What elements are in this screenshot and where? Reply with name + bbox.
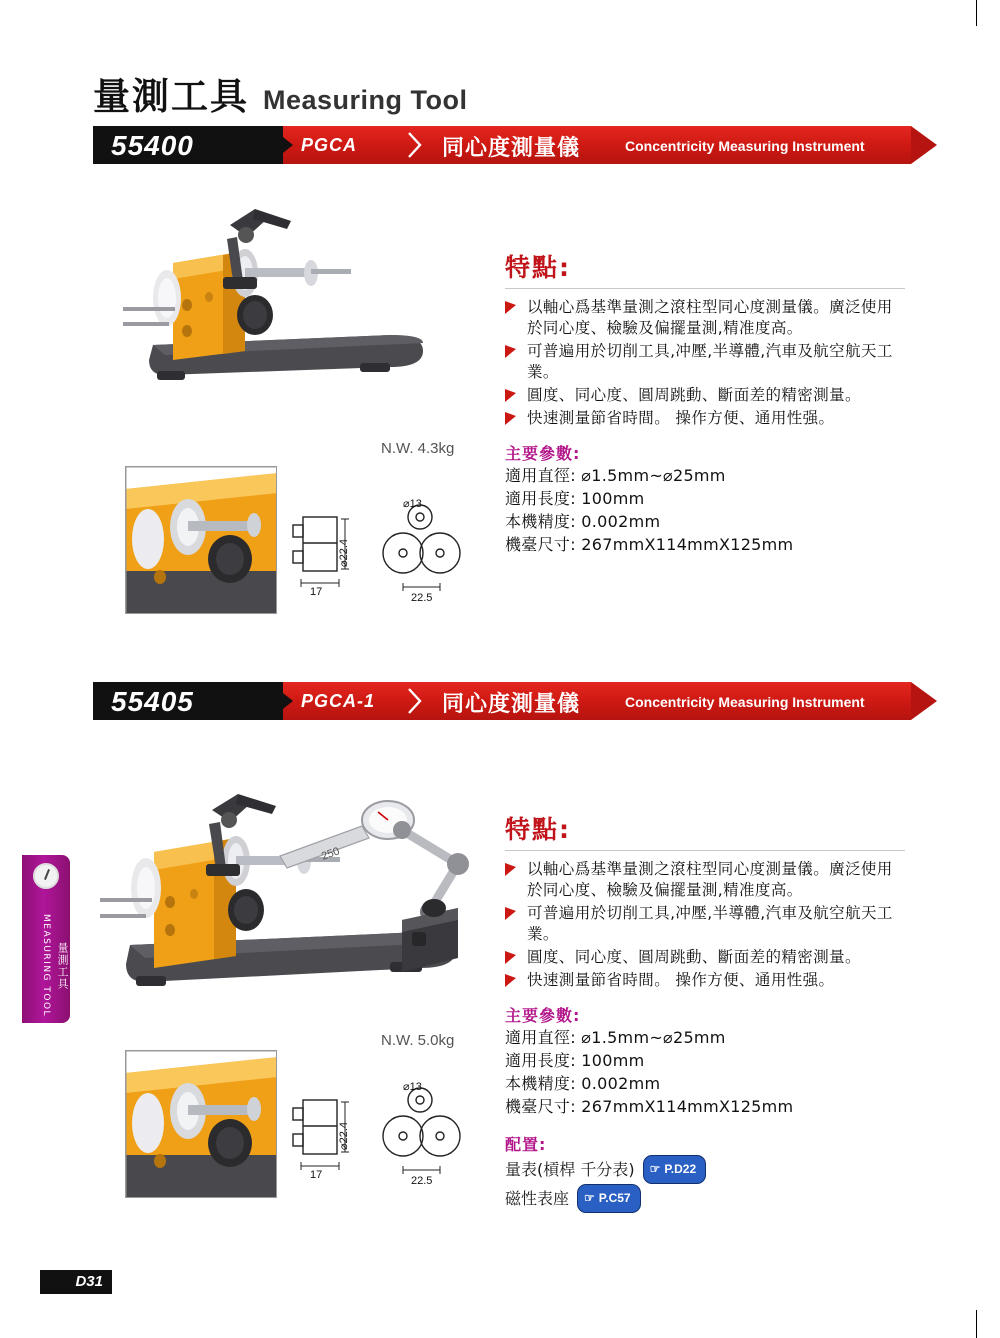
page-reference-link[interactable] <box>577 1184 641 1213</box>
product-code: 55405 <box>111 686 194 717</box>
bullet-triangle-icon <box>505 907 516 920</box>
banner-tail <box>911 682 937 720</box>
features-block-55400 <box>505 248 905 556</box>
page-title-en: Measuring Tool <box>263 85 468 115</box>
detail-photo-55405 <box>125 1050 277 1198</box>
config-label: 磁性表座 <box>505 1188 570 1208</box>
net-weight-55400: N.W. 4.3kg <box>381 440 455 457</box>
dim-label-13: ⌀13 <box>403 498 422 510</box>
param-row: 本機精度: 0.002mm <box>505 1074 661 1093</box>
feature-item <box>505 385 905 406</box>
banner-code-arrow <box>269 682 293 720</box>
technical-drawing-55405 <box>285 1078 485 1198</box>
params-title: 主要參數: <box>505 1006 581 1025</box>
divider <box>505 288 905 289</box>
param-row: 機臺尺寸: 267mmX114mmX125mm <box>505 1097 794 1116</box>
feature-text: 可普遍用於切削工具,冲壓,半導體,汽車及航空航天工業。 <box>527 342 893 381</box>
features-title: 特點: <box>505 815 571 844</box>
crop-mark-top <box>976 0 977 26</box>
page-title <box>93 66 468 120</box>
config-row <box>505 1155 905 1184</box>
bullet-triangle-icon <box>505 951 516 964</box>
bullet-triangle-icon <box>505 863 516 876</box>
net-weight-55405: N.W. 5.0kg <box>381 1032 455 1049</box>
config-row <box>505 1184 905 1213</box>
feature-item <box>505 859 905 901</box>
product-model: PGCA-1 <box>301 691 376 711</box>
feature-item <box>505 947 905 968</box>
product-name-cn: 同心度測量儀 <box>442 692 581 717</box>
product-photo-55405 <box>90 760 500 1050</box>
page-number: D31 <box>75 1273 103 1290</box>
param-row: 本機精度: 0.002mm <box>505 512 661 531</box>
dim-label-22-4: ⌀22.4 <box>338 538 350 567</box>
product-name-en: Concentricity Measuring Instrument <box>625 138 865 154</box>
dial-scale-label: 250 <box>319 845 342 863</box>
side-tab-en: MEASURING TOOL <box>41 914 51 1018</box>
page-number-badge <box>40 1270 112 1294</box>
dim-label-22-5: 22.5 <box>411 592 433 604</box>
bullet-triangle-icon <box>505 974 516 987</box>
bullet-triangle-icon <box>505 345 516 358</box>
feature-text: 圓度、同心度、圓周跳動、斷面差的精密測量。 <box>527 386 861 404</box>
dim-label-17: 17 <box>310 586 323 598</box>
side-tab-cn: 量測工具 <box>56 942 69 990</box>
crop-mark-bottom <box>976 1310 977 1338</box>
chevron-right-icon <box>408 688 421 714</box>
product-photo-55400 <box>105 185 475 435</box>
params-title: 主要參數: <box>505 444 581 463</box>
chevron-right-icon <box>408 132 421 158</box>
bullet-triangle-icon <box>505 389 516 402</box>
page-reference-label: P.C57 <box>598 1191 631 1205</box>
dim-label-17: 17 <box>310 1169 323 1181</box>
pointing-hand-icon: ☞ <box>649 1162 661 1176</box>
features-list <box>505 859 905 991</box>
dim-label-22-4: ⌀22.4 <box>338 1121 350 1150</box>
param-row: 適用長度: 100mm <box>505 489 645 508</box>
config-label: 量表(槓桿 千分表) <box>505 1159 635 1179</box>
product-banner-55400 <box>93 126 911 164</box>
banner-code-block <box>93 682 311 720</box>
feature-text: 快速測量節省時間。 操作方便、通用性强。 <box>527 971 835 989</box>
divider <box>505 850 905 851</box>
param-row: 機臺尺寸: 267mmX114mmX125mm <box>505 535 794 554</box>
param-row: 適用直徑: ⌀1.5mm~⌀25mm <box>505 466 726 485</box>
banner-tail <box>911 126 937 164</box>
dim-label-13: ⌀13 <box>403 1081 422 1093</box>
dim-label-22-5: 22.5 <box>411 1175 433 1187</box>
product-code: 55400 <box>111 130 194 161</box>
feature-text: 可普遍用於切削工具,冲壓,半導體,汽車及航空航天工業。 <box>527 904 893 943</box>
product-model: PGCA <box>301 135 358 155</box>
section-side-tab <box>22 855 70 1023</box>
technical-drawing-55400 <box>285 495 485 615</box>
side-tab-text <box>22 909 70 1023</box>
page-title-cn: 量測工具 <box>93 75 249 118</box>
feature-item <box>505 903 905 945</box>
param-row: 適用長度: 100mm <box>505 1051 645 1070</box>
config-title: 配置: <box>505 1135 547 1154</box>
feature-item <box>505 341 905 383</box>
product-banner-55405 <box>93 682 911 720</box>
feature-item <box>505 297 905 339</box>
param-row: 適用直徑: ⌀1.5mm~⌀25mm <box>505 1028 726 1047</box>
detail-photo-55400 <box>125 466 277 614</box>
dial-gauge-icon <box>33 863 59 889</box>
banner-code-block <box>93 126 311 164</box>
page-reference-link[interactable] <box>643 1155 707 1184</box>
feature-text: 快速測量節省時間。 操作方便、通用性强。 <box>527 409 835 427</box>
feature-text: 以軸心爲基準量測之滾柱型同心度測量儀。廣泛使用於同心度、檢驗及偏擺量測,精准度高。 <box>527 860 893 899</box>
product-name-en: Concentricity Measuring Instrument <box>625 694 865 710</box>
feature-text: 圓度、同心度、圓周跳動、斷面差的精密測量。 <box>527 948 861 966</box>
feature-text: 以軸心爲基準量測之滾柱型同心度測量儀。廣泛使用於同心度、檢驗及偏擺量測,精准度高。 <box>527 298 893 337</box>
product-name-cn: 同心度測量儀 <box>442 136 581 161</box>
banner-code-arrow <box>269 126 293 164</box>
feature-item <box>505 408 905 429</box>
page-reference-label: P.D22 <box>664 1162 697 1176</box>
features-block-55405 <box>505 810 905 1213</box>
bullet-triangle-icon <box>505 301 516 314</box>
features-list <box>505 297 905 429</box>
features-title: 特點: <box>505 253 571 282</box>
bullet-triangle-icon <box>505 412 516 425</box>
feature-item <box>505 970 905 991</box>
pointing-hand-icon: ☞ <box>584 1191 595 1205</box>
